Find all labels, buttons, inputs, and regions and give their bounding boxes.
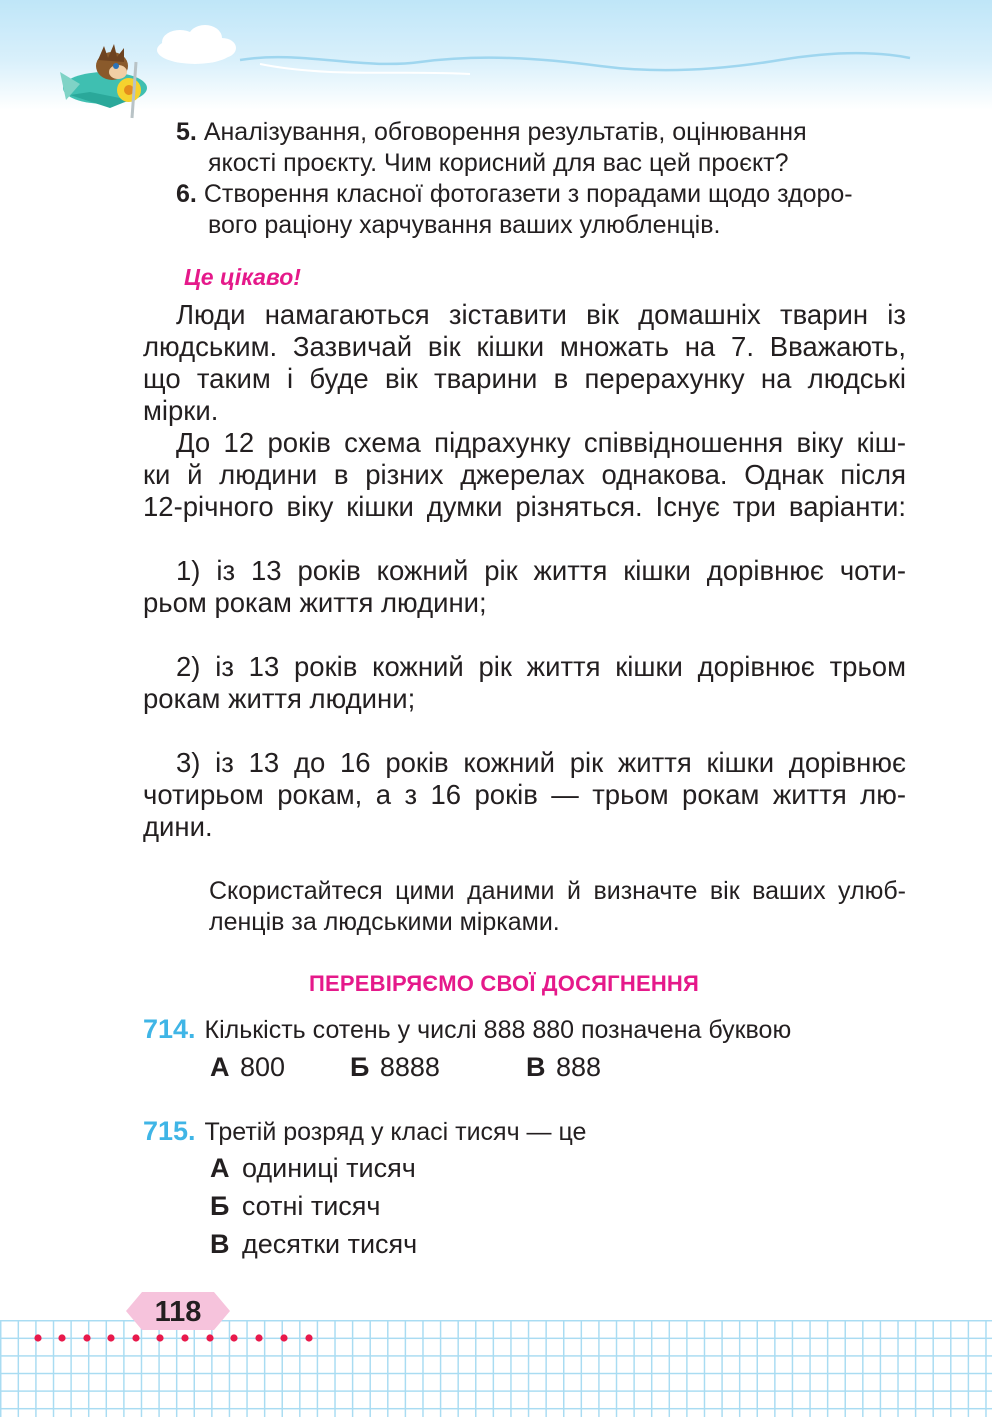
- interesting-heading: Це цікаво!: [184, 264, 301, 290]
- variant-3-line: чотирьом рокам, а з 16 років — трьом рокам життя лю-: [143, 779, 906, 810]
- option-letter: А: [210, 1052, 230, 1082]
- paragraph-line: що таким і буде вік тварини в перерахунку на людські: [143, 363, 906, 394]
- step-number: 6.: [176, 180, 197, 208]
- task-question: Третій розряд у класі тисяч — це: [204, 1118, 587, 1146]
- answer-option: [210, 1189, 381, 1228]
- paragraph-line: ки й людини в різних джерелах однакова. Однак після: [143, 459, 906, 490]
- airplane-hedgehog-icon: [60, 44, 147, 118]
- paragraph-line: До 12 років схема підрахунку співвідношення віку кіш-: [176, 427, 906, 458]
- header-decoration: [0, 0, 992, 130]
- task-number: 714.: [143, 1014, 196, 1044]
- variant-1-line: рьом рокам життя людини;: [143, 587, 487, 618]
- option-letter: А: [210, 1153, 230, 1183]
- wind-line: [240, 53, 910, 70]
- variant-3-line: дини.: [143, 811, 213, 842]
- page-number: 118: [154, 1296, 202, 1328]
- answer-option: [526, 1050, 601, 1089]
- step-6-line2: вого раціону харчування ваших улюбленців.: [208, 211, 721, 239]
- task-number: 715.: [143, 1116, 196, 1146]
- task-question: Кількість сотень у числі 888 880 позначена буквою: [204, 1016, 792, 1044]
- variant-1-line: 1) із 13 років кожний рік життя кішки дорівнює чоти-: [176, 555, 906, 586]
- answer-option: [350, 1050, 440, 1089]
- paragraph-line: мірки.: [143, 395, 219, 426]
- option-text: одиниці тисяч: [241, 1153, 416, 1183]
- task-714: [143, 1013, 791, 1046]
- task-line: Скористайтеся цими даними й визначте вік ваших улюб-: [209, 877, 906, 905]
- step-text: Аналізування, обговорення результатів, оцінювання: [203, 118, 807, 146]
- step-number: 5.: [176, 118, 197, 146]
- step-6: [176, 179, 906, 210]
- paragraph-line: людським. Зазвичай вік кішки множать на 7. Вважають,: [143, 331, 906, 362]
- step-text: Створення класної фотогазети з порадами щодо здоро-: [203, 180, 853, 208]
- option-text: десятки тисяч: [241, 1229, 418, 1259]
- option-text: 800: [239, 1052, 286, 1082]
- task-715: [143, 1115, 586, 1148]
- option-letter: Б: [210, 1191, 230, 1221]
- section-heading: ПЕРЕВІРЯЄМО СВОЇ ДОСЯГНЕННЯ: [309, 971, 700, 996]
- variant-2-line: рокам життя людини;: [143, 683, 416, 714]
- option-text: сотні тисяч: [241, 1191, 381, 1221]
- step-5: [176, 117, 906, 148]
- paragraph-line: 12-річного віку кішки думки різняться. Існує три варіанти:: [143, 491, 906, 522]
- paragraph-line: Люди намагаються зіставити вік домашніх тварин із: [176, 299, 906, 330]
- variant-2-line: 2) із 13 років кожний рік життя кішки дорівнює трьом: [176, 651, 906, 682]
- option-letter: В: [210, 1229, 230, 1259]
- option-letter: Б: [350, 1052, 370, 1082]
- option-text: 8888: [379, 1052, 440, 1082]
- option-letter: В: [526, 1052, 546, 1082]
- answer-option: [210, 1050, 285, 1089]
- task-line: ленців за людськими мірками.: [209, 908, 560, 936]
- answer-option: [210, 1227, 417, 1266]
- variant-3-line: 3) із 13 до 16 років кожний рік життя кішки дорівнює: [176, 747, 906, 778]
- cloud-icon: [157, 25, 236, 64]
- option-text: 888: [555, 1052, 602, 1082]
- step-5-line2: якості проєкту. Чим корисний для вас цей проєкт?: [208, 149, 789, 177]
- answer-option: [210, 1151, 416, 1190]
